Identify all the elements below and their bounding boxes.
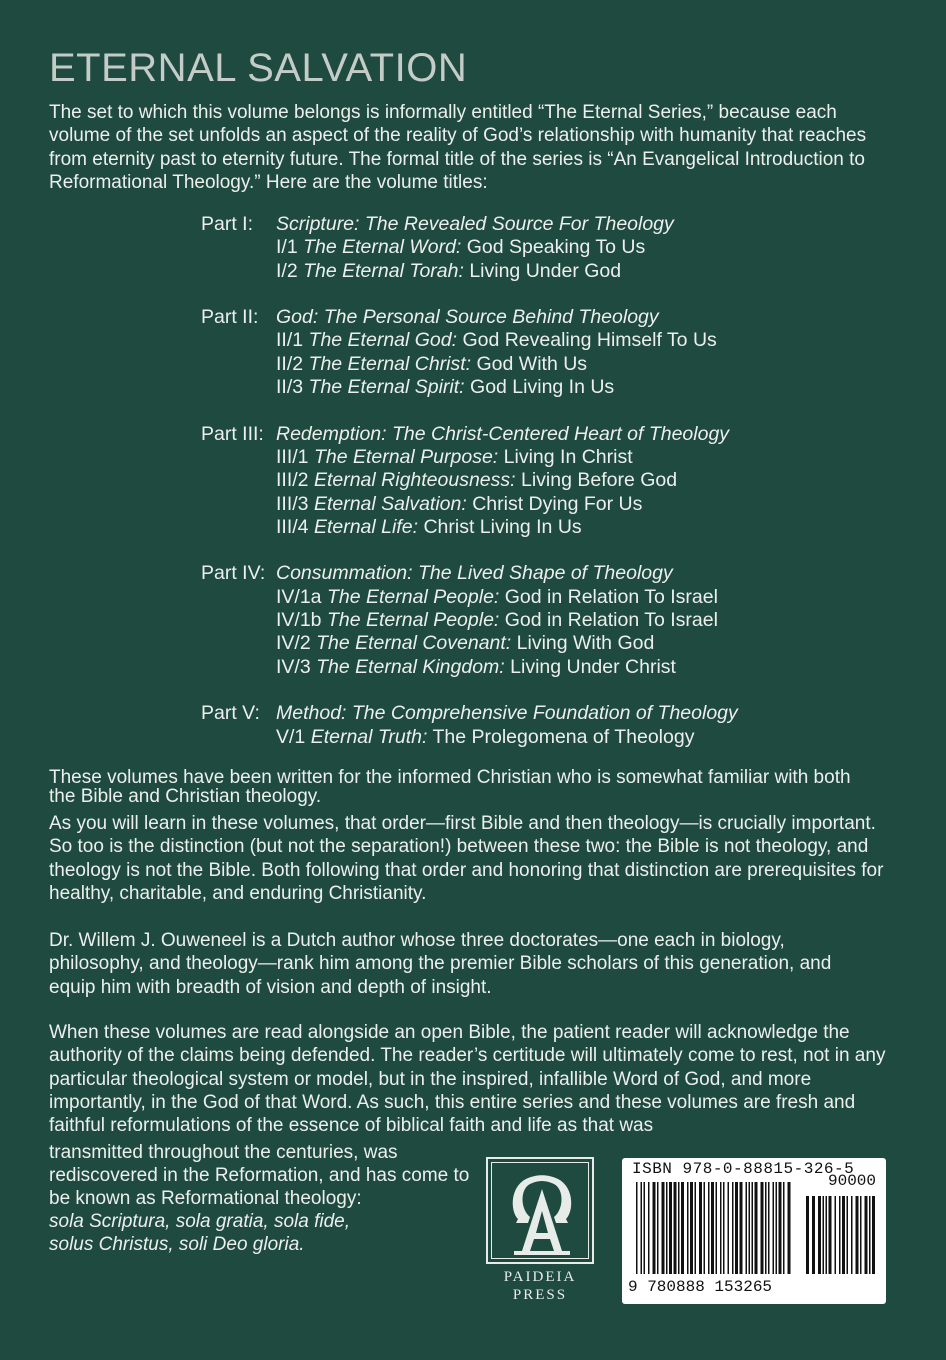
barcode-bar (806, 1196, 809, 1274)
part-body (276, 702, 738, 749)
barcode-bar (776, 1182, 778, 1274)
barcode-bar (812, 1196, 815, 1274)
barcode-bar (723, 1182, 725, 1274)
volume-subtitle: Living Before God (521, 469, 678, 492)
part-block (201, 702, 738, 749)
volume-entry (276, 726, 738, 749)
volume-entry (276, 609, 718, 632)
barcode-bar (699, 1182, 702, 1274)
barcode-bar (708, 1182, 710, 1274)
volume-entry (276, 353, 717, 376)
volume-number: V/1 (276, 725, 306, 748)
barcode-bar (681, 1182, 684, 1274)
volume-subtitle: The Prolegomena of Theology (432, 725, 695, 748)
closing-paragraph: transmitted throughout the centuries, was rediscovered in the Reformation, and has come to be known as Reformational theology: (49, 1142, 470, 1209)
barcode-bar (657, 1182, 659, 1274)
part-label: Part I: (201, 213, 254, 235)
volume-number: III/4 (276, 515, 309, 538)
volume-title: The Eternal Kingdom: (316, 655, 505, 678)
isbn-barcode (622, 1158, 886, 1304)
publisher-logo (486, 1157, 596, 1307)
motto-line: sola Scriptura, sola gratia, sola fide, (49, 1211, 350, 1232)
volume-entry (276, 236, 674, 259)
reader-paragraph: When these volumes are read alongside an open Bible, the patient reader will acknowledge the authority of the claims being defended. The reader’s certitude will ultimately come to rest, not in any particular theological system or model, but in the inspired, infallible Word of God, and more importantly, in the God of that Word. As such, this entire series and these volumes are fresh and faithful reformulations of the essence of biblical faith and life as that was (49, 1022, 886, 1137)
volume-subtitle: God With Us (476, 352, 588, 375)
volume-subtitle: Christ Living In Us (423, 515, 582, 538)
volume-entry (276, 586, 718, 609)
volume-number: IV/1a (276, 585, 322, 608)
barcode-digits: 9 780888 153265 (628, 1278, 773, 1296)
barcode-bar (695, 1182, 697, 1274)
barcode-bar (839, 1196, 841, 1274)
volume-title: The Eternal Covenant: (316, 632, 512, 655)
volume-entry (276, 376, 717, 399)
volume-entry (276, 469, 729, 492)
barcode-bar (765, 1182, 767, 1274)
volume-list (201, 213, 738, 772)
barcode-bar (740, 1182, 743, 1274)
volume-entry (276, 329, 717, 352)
volume-title: Eternal Righteousness: (313, 469, 516, 492)
barcode-bar (865, 1196, 868, 1274)
part-block (201, 306, 738, 399)
barcode-bar (716, 1182, 718, 1274)
part-body (276, 562, 718, 678)
part-body (276, 213, 674, 283)
barcode-bar (755, 1182, 758, 1274)
barcode-bar (669, 1182, 672, 1274)
volume-title: The Eternal People: (326, 609, 500, 632)
volume-subtitle: Christ Dying For Us (472, 492, 643, 515)
volume-title: The Eternal Spirit: (308, 376, 465, 399)
barcode-bar (749, 1182, 751, 1274)
volume-subtitle: Living Under Christ (510, 655, 676, 678)
barcode-bar (735, 1182, 738, 1274)
publisher-name: PAIDEIA (503, 1269, 577, 1285)
volume-title: The Eternal Torah: (303, 259, 464, 282)
barcode-bar (746, 1182, 748, 1274)
volume-number: II/1 (276, 329, 304, 352)
part-heading: Method: The Comprehensive Foundation of Theology (276, 702, 738, 725)
volume-entry (276, 656, 718, 679)
barcode-bar (829, 1196, 832, 1274)
part-heading: Redemption: The Christ-Centered Heart of Theology (276, 422, 730, 445)
barcode-bar (872, 1196, 875, 1274)
barcode-bar (761, 1182, 764, 1274)
barcode-bar (818, 1196, 821, 1274)
order-paragraph: As you will learn in these volumes, that order—first Bible and then theology—is crucially important. So too is the distinction (but not the separation!) between these two: the Bible is not theology, and theology is not the Bible. Both following that order and honoring that distinction are prerequisites for healthy, charitable, and enduring Christianity. (49, 813, 884, 904)
author-paragraph: Dr. Willem J. Ouweneel is a Dutch author whose three doctorates—one each in biology, philosophy, and theology—rank him among the premier Bible scholars of this generation, and equip him with breadth of vision and depth of insight. (49, 930, 832, 998)
solas-motto (49, 1210, 350, 1256)
page-title: ETERNAL SALVATION (49, 46, 468, 90)
volume-title: Eternal Life: (313, 515, 419, 538)
barcode-bar (856, 1196, 859, 1274)
volume-subtitle: God in Relation To Israel (504, 585, 718, 608)
publisher-name: PRESS (512, 1287, 568, 1303)
volume-subtitle: God Revealing Himself To Us (462, 329, 717, 352)
volume-number: III/3 (276, 492, 309, 515)
barcode-bar (773, 1182, 775, 1274)
barcode-bar (690, 1182, 693, 1274)
barcode-bar (674, 1182, 677, 1274)
volume-number: III/2 (276, 469, 309, 492)
intro-paragraph: The set to which this volume belongs is informally entitled “The Eternal Series,” because each volume of the set unfolds an aspect of the reality of God’s relationship with humanity that reaches from eternity past to eternity future. The formal title of the series is “An Evangelical Introduction to Reformational Theology.” Here are the volume titles: (49, 102, 867, 193)
volume-entry (276, 446, 729, 469)
price-code: 90000 (827, 1172, 876, 1190)
volume-entry (276, 516, 729, 539)
part-heading: Consummation: The Lived Shape of Theology (276, 562, 673, 585)
audience-paragraph: These volumes have been written for the informed Christian who is somewhat familiar with both the Bible and Christian theology. (49, 767, 851, 807)
barcode-bar (826, 1196, 828, 1274)
barcode-bar (636, 1182, 638, 1274)
part-block (201, 562, 738, 678)
volume-subtitle: God Living In Us (470, 376, 615, 399)
barcode-bar (728, 1182, 730, 1274)
isbn-number: ISBN 978-0-88815-326-5 (632, 1160, 855, 1178)
barcode-bar (783, 1182, 785, 1274)
barcode-bar (860, 1196, 862, 1274)
volume-number: I/2 (276, 259, 298, 282)
volume-entry (276, 493, 729, 516)
motto-line: solus Christus, soli Deo gloria. (49, 1234, 305, 1255)
volume-number: IV/1b (276, 609, 322, 632)
barcode-bar (662, 1182, 665, 1274)
volume-title: The Eternal Purpose: (313, 445, 499, 468)
volume-subtitle: God Speaking To Us (466, 236, 646, 259)
barcode-bar (823, 1196, 825, 1274)
part-body (276, 423, 729, 539)
barcode-bar (678, 1182, 680, 1274)
part-label: Part II: (201, 306, 259, 329)
volume-entry (276, 632, 718, 655)
volume-number: IV/2 (276, 632, 311, 655)
volume-number: III/1 (276, 445, 309, 468)
volume-subtitle: Living With God (516, 632, 655, 655)
volume-subtitle: God in Relation To Israel (504, 609, 718, 632)
barcode-bar (720, 1182, 722, 1274)
barcode-bar (768, 1182, 770, 1274)
barcode-bar (847, 1196, 849, 1274)
barcode-bar (644, 1182, 646, 1274)
volume-title: The Eternal Christ: (308, 352, 472, 375)
part-body (276, 306, 717, 399)
barcode-bar (704, 1182, 706, 1274)
volume-title: The Eternal People: (326, 585, 500, 608)
barcode-bar (711, 1182, 714, 1274)
volume-subtitle: Living Under God (469, 259, 622, 282)
volume-number: I/1 (276, 236, 298, 259)
barcode-bar (779, 1182, 782, 1274)
volume-subtitle: Living In Christ (503, 445, 633, 468)
barcode-bar (788, 1182, 791, 1274)
alpha-omega-icon (486, 1157, 594, 1264)
barcode-bar (842, 1196, 845, 1274)
volume-title: Eternal Truth: (310, 725, 428, 748)
volume-number: II/3 (276, 376, 304, 399)
volume-title: The Eternal God: (308, 329, 458, 352)
barcode-bar (653, 1182, 656, 1274)
part-heading: God: The Personal Source Behind Theology (276, 306, 659, 329)
barcode-bar (835, 1196, 837, 1274)
volume-title: The Eternal Word: (303, 236, 462, 259)
volume-number: II/2 (276, 352, 304, 375)
barcode-bar (687, 1182, 689, 1274)
part-block (201, 423, 738, 539)
barcode-bar (752, 1182, 754, 1274)
barcode-bar (869, 1196, 871, 1274)
part-label: Part IV: (201, 562, 266, 585)
barcode-bar (666, 1182, 668, 1274)
barcode-bar (732, 1182, 734, 1274)
volume-title: Eternal Salvation: (313, 492, 467, 515)
part-heading: Scripture: The Revealed Source For Theology (276, 213, 674, 235)
barcode-bar (648, 1182, 650, 1274)
part-label: Part V: (201, 702, 260, 725)
part-label: Part III: (201, 422, 264, 445)
part-block (201, 213, 738, 283)
volume-number: IV/3 (276, 655, 311, 678)
barcode-bar (641, 1182, 643, 1274)
volume-entry (276, 260, 674, 283)
barcode-bar (851, 1196, 853, 1274)
